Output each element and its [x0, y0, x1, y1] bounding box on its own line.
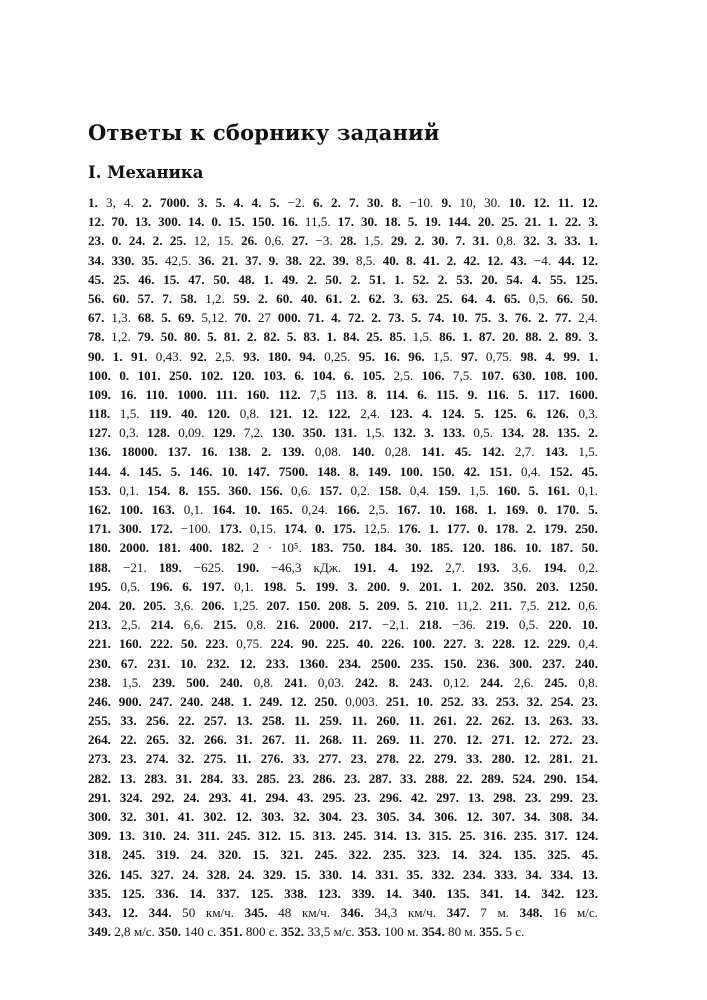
answer-line: 221. 160. 222. 50. 223. 0,75. 224. 90. 225. 40. 226. 100. 227. 3. 228. 12. 229. 0,4. [88, 636, 598, 652]
answer-line: 264. 22. 265. 32. 266. 31. 267. 11. 268. 11. 269. 11. 270. 12. 271. 12. 272. 23. [88, 732, 598, 748]
answer-line: 255. 33. 256. 22. 257. 13. 258. 11. 259. 11. 260. 11. 261. 22. 262. 13. 263. 33. [88, 713, 598, 729]
answers-list [88, 193, 598, 941]
answer-line: 230. 67. 231. 10. 232. 12. 233. 1360. 234. 2500. 235. 150. 236. 300. 237. 240. [88, 655, 598, 671]
answer-line: 349. 2,8 м/с. 350. 140 с. 351. 800 с. 352. 33,5 м/с. 353. 100 м. 354. 80 м. 355. 5 с. [88, 924, 525, 940]
answer-line: 118. 1,5. 119. 40. 120. 0,8. 121. 12. 122. 2,4. 123. 4. 124. 5. 125. 6. 126. 0,3. [88, 406, 598, 422]
answer-line: 162. 100. 163. 0,1. 164. 10. 165. 0,24. 166. 2,5. 167. 10. 168. 1. 169. 0. 170. 5. [88, 502, 598, 517]
answer-line: 326. 145. 327. 24. 328. 24. 329. 15. 330. 14. 331. 35. 332. 234. 333. 34. 334. 13. [88, 866, 598, 882]
answer-line: 282. 13. 283. 31. 284. 33. 285. 23. 286. 23. 287. 33. 288. 22. 289. 524. 290. 154. [88, 770, 598, 786]
answer-line: 180. 2000. 181. 400. 182. 2 · 10⁵. 183. 750. 184. 30. 185. 120. 186. 10. 187. 50. [88, 540, 598, 556]
answer-line: 188. −21. 189. −625. 190. −46,3 кДж. 191. 4. 192. 2,7. 193. 3,6. 194. 0,2. [88, 559, 598, 575]
answer-line: 23. 0. 24. 2. 25. 12, 15. 26. 0,6. 27. −3. 28. 1,5. 29. 2. 30. 7. 31. 0,8. 32. 3. 33. 1. [88, 233, 598, 249]
answer-line: 78. 1,2. 79. 50. 80. 5. 81. 2. 82. 5. 83. 1. 84. 25. 85. 1,5. 86. 1. 87. 20. 88. 2. 89. 3. [88, 329, 598, 345]
answer-line: 12. 70. 13. 300. 14. 0. 15. 150. 16. 11,5. 17. 30. 18. 5. 19. 144. 20. 25. 21. 1. 22. 3. [88, 214, 598, 230]
answer-line: 153. 0,1. 154. 8. 155. 360. 156. 0,6. 157. 0,2. 158. 0,4. 159. 1,5. 160. 5. 161. 0,1. [88, 482, 598, 498]
answer-line: 309. 13. 310. 24. 311. 245. 312. 15. 313. 245. 314. 13. 315. 25. 316. 235. 317. 124. [88, 828, 598, 844]
answer-line: 56. 60. 57. 7. 58. 1,2. 59. 2. 60. 40. 61. 2. 62. 3. 63. 25. 64. 4. 65. 0,5. 66. 50. [88, 290, 598, 306]
answer-line: 127. 0,3. 128. 0,09. 129. 7,2. 130. 350. 131. 1,5. 132. 3. 133. 0,5. 134. 28. 135. 2. [88, 425, 598, 441]
answer-line: 136. 18000. 137. 16. 138. 2. 139. 0,08. 140. 0,28. 141. 45. 142. 2,7. 143. 1,5. [88, 444, 598, 460]
answer-line: 213. 2,5. 214. 6,6. 215. 0,8. 216. 2000. 217. −2,1. 218. −36. 219. 0,5. 220. 10. [88, 617, 598, 633]
answer-line: 246. 900. 247. 240. 248. 1. 249. 12. 250. 0,003. 251. 10. 252. 33. 253. 32. 254. 23. [88, 693, 598, 709]
answer-line: 109. 16. 110. 1000. 111. 160. 112. 7,5 113. 8. 114. 6. 115. 9. 116. 5. 117. 1600. [88, 386, 598, 402]
answer-line: 273. 23. 274. 32. 275. 11. 276. 33. 277. 23. 278. 22. 279. 33. 280. 12. 281. 21. [88, 751, 598, 767]
answer-line: 335. 125. 336. 14. 337. 125. 338. 123. 339. 14. 340. 135. 341. 14. 342. 123. [88, 885, 598, 901]
answer-line: 318. 245. 319. 24. 320. 15. 321. 245. 322. 235. 323. 14. 324. 135. 325. 45. [88, 847, 598, 863]
answer-line: 291. 324. 292. 24. 293. 41. 294. 43. 295. 23. 296. 42. 297. 13. 298. 23. 299. 23. [88, 789, 598, 805]
page-title: Ответы к сборнику заданий [88, 120, 440, 145]
answer-line: 171. 300. 172. −100. 173. 0,15. 174. 0. 175. 12,5. 176. 1. 177. 0. 178. 2. 179. 250. [88, 521, 598, 537]
answer-line: 204. 20. 205. 3,6. 206. 1,25. 207. 150. 208. 5. 209. 5. 210. 11,2. 211. 7,5. 212. 0,6. [88, 597, 598, 613]
answer-line: 90. 1. 91. 0,43. 92. 2,5. 93. 180. 94. 0,25. 95. 16. 96. 1,5. 97. 0,75. 98. 4. 99. 1. [88, 348, 598, 364]
answer-line: 34. 330. 35. 42,5. 36. 21. 37. 9. 38. 22. 39. 8,5. 40. 8. 41. 2. 42. 12. 43. −4. 44. 12. [88, 252, 598, 268]
answer-line: 343. 12. 344. 50 км/ч. 345. 48 км/ч. 346. 34,3 км/ч. 347. 7 м. 348. 16 м/с. [88, 904, 598, 920]
answer-line: 300. 32. 301. 41. 302. 12. 303. 32. 304. 23. 305. 34. 306. 12. 307. 34. 308. 34. [88, 809, 598, 824]
answer-line: 67. 1,3. 68. 5. 69. 5,12. 70. 27 000. 71. 4. 72. 2. 73. 5. 74. 10. 75. 3. 76. 2. 77. 2,4. [88, 310, 598, 326]
answer-line: 195. 0,5. 196. 6. 197. 0,1. 198. 5. 199. 3. 200. 9. 201. 1. 202. 350. 203. 1250. [88, 578, 598, 594]
answer-line: 1. 3, 4. 2. 7000. 3. 5. 4. 4. 5. −2. 6. 2. 7. 30. 8. −10. 9. 10, 30. 10. 12. 11. 12. [88, 195, 598, 210]
section-heading: I. Механика [88, 163, 204, 182]
answer-line: 238. 1,5. 239. 500. 240. 0,8. 241. 0,03. 242. 8. 243. 0,12. 244. 2,6. 245. 0,8. [88, 674, 598, 690]
answer-line: 100. 0. 101. 250. 102. 120. 103. 6. 104. 6. 105. 2,5. 106. 7,5. 107. 630. 108. 100. [88, 367, 598, 383]
answer-line: 45. 25. 46. 15. 47. 50. 48. 1. 49. 2. 50. 2. 51. 1. 52. 2. 53. 20. 54. 4. 55. 125. [88, 271, 598, 287]
answer-line: 144. 4. 145. 5. 146. 10. 147. 7500. 148. 8. 149. 100. 150. 42. 151. 0,4. 152. 45. [88, 463, 598, 479]
